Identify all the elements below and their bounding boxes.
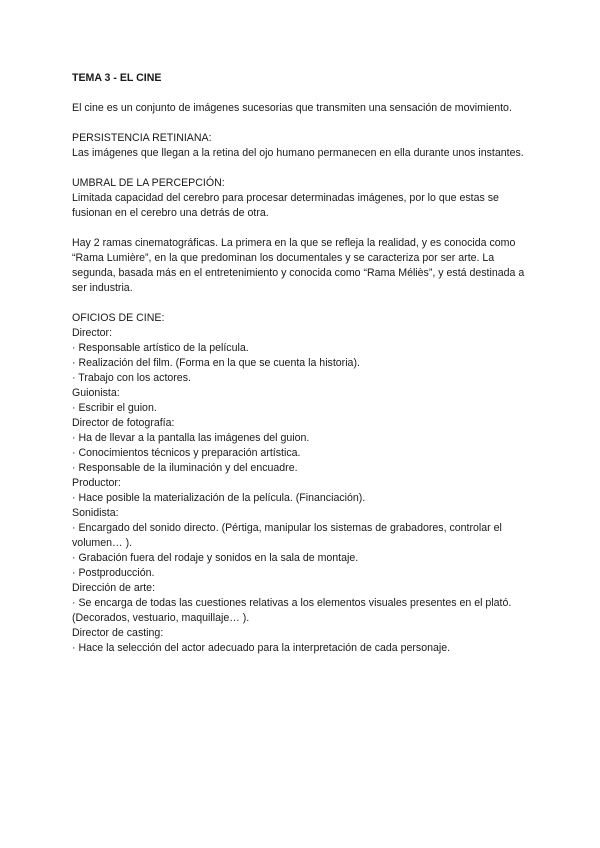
role-name: Director:: [72, 327, 113, 339]
role-item: · Conocimientos técnicos y preparación artística.: [72, 447, 301, 459]
role-item: · Ha de llevar a la pantalla las imágenes del guion.: [72, 432, 310, 444]
role-name: Sonidista:: [72, 507, 119, 519]
spacer: [72, 116, 532, 131]
role-name: Productor:: [72, 477, 121, 489]
role-name: Director de casting:: [72, 627, 164, 639]
document-title: TEMA 3 - EL CINE: [72, 72, 162, 84]
document-page: [72, 71, 532, 656]
spacer: [72, 161, 532, 176]
ramas-paragraph: Hay 2 ramas cinematográficas. La primera en la que se refleja la realidad, y es conocida como “Rama Lumière”, en la que predominan los documentales y se caracteriza por ser arte. La segunda, basada más en el entretenimiento y conocida como “Rama Méliès”, y está destinada a ser industria.: [72, 237, 525, 294]
role-item: · Realización del film. (Forma en la que se cuenta la historia).: [72, 357, 360, 369]
role-item: · Responsable artístico de la película.: [72, 342, 249, 354]
spacer: [72, 221, 532, 236]
umbral-text: Limitada capacidad del cerebro para procesar determinadas imágenes, por lo que estas se fusionan en el cerebro una detrás de otra.: [72, 192, 499, 219]
role-name: Director de fotografía:: [72, 417, 175, 429]
intro-paragraph: El cine es un conjunto de imágenes sucesorias que transmiten una sensación de movimiento.: [72, 102, 512, 114]
persistencia-heading: PERSISTENCIA RETINIANA:: [72, 132, 212, 144]
role-name: Guionista:: [72, 387, 120, 399]
umbral-heading: UMBRAL DE LA PERCEPCIÓN:: [72, 177, 225, 189]
role-item: · Se encarga de todas las cuestiones relativas a los elementos visuales presentes en el plató. (Decorados, vestuario, maquillaje… ).: [72, 597, 512, 624]
role-item: · Encargado del sonido directo. (Pértiga, manipular los sistemas de grabadores, controlar el volumen… ).: [72, 522, 502, 549]
role-item: · Trabajo con los actores.: [72, 372, 191, 384]
oficios-heading: OFICIOS DE CINE:: [72, 312, 165, 324]
spacer: [72, 296, 532, 311]
role-item: · Postproducción.: [72, 567, 155, 579]
role-item: · Responsable de la iluminación y del encuadre.: [72, 462, 298, 474]
role-item: · Grabación fuera del rodaje y sonidos en la sala de montaje.: [72, 552, 359, 564]
role-item: · Hace la selección del actor adecuado para la interpretación de cada personaje.: [72, 642, 451, 654]
role-name: Dirección de arte:: [72, 582, 156, 594]
role-item: · Escribir el guion.: [72, 402, 157, 414]
persistencia-text: Las imágenes que llegan a la retina del ojo humano permanecen en ella durante unos instantes.: [72, 147, 524, 159]
oficios-list: [72, 326, 532, 656]
role-item: · Hace posible la materialización de la película. (Financiación).: [72, 492, 366, 504]
